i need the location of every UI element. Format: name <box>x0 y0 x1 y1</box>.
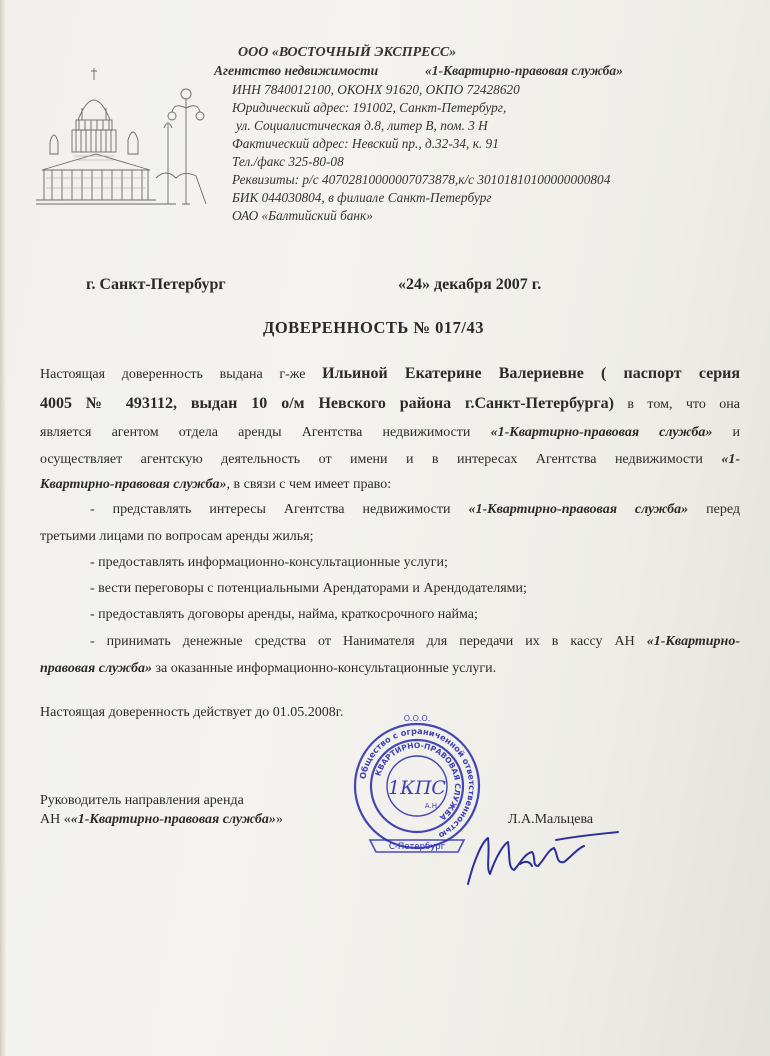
paragraph-line: является агентом отдела аренды Агентства недвижимости «1-Квартирно-правовая служба» и <box>40 425 740 440</box>
list-item: - принимать денежные средства от Нанимателя для передачи их в кассу АН «1-Квартирно- <box>90 634 740 649</box>
letterhead-line-bank-account: Реквизиты: р/с 40702810000007073878,к/с 30101810100000000804 <box>232 172 611 187</box>
letterhead-line-actual-address: Фактический адрес: Невский пр., д.32-34, к. 91 <box>232 136 499 151</box>
paragraph-line: осуществляет агентскую деятельность от имени и в интересах Агентства недвижимости «1- <box>40 452 740 467</box>
signer-role: Руководитель направления аренда <box>40 793 244 808</box>
list-item-continuation: правовая служба» за оказанные информационно-консультационные услуги. <box>40 661 497 676</box>
letterhead-line-inn: ИНН 7840012100, ОКОНХ 91620, ОКПО 72428620 <box>232 82 520 97</box>
letterhead-line-street: ул. Социалистическая д.8, литер В, пом. 3 Н <box>236 118 488 133</box>
list-item: - представлять интересы Агентства недвижимости «1-Квартирно-правовая служба» перед <box>90 502 740 517</box>
svg-text:КВАРТИРНО-ПРАВОВАЯ СЛУЖБА: КВАРТИРНО-ПРАВОВАЯ СЛУЖБА <box>373 740 463 823</box>
svg-text:Общество с ограниченной ответс: Общество с ограниченной ответственностью <box>357 725 478 841</box>
letterhead-line-legal-address: Юридический адрес: 191002, Санкт-Петербург, <box>232 100 507 115</box>
svg-text:О.О.О.: О.О.О. <box>403 714 431 723</box>
handwritten-signature-icon <box>460 820 620 890</box>
document-place: г. Санкт-Петербург <box>86 276 226 293</box>
signer-name: Л.А.Мальцева <box>508 812 594 827</box>
svg-text:С-Петербург: С-Петербург <box>388 842 446 852</box>
document-title: ДОВЕРЕННОСТЬ № 017/43 <box>263 318 484 337</box>
svg-text:1КПС: 1КПС <box>388 777 446 799</box>
letterhead-line-phone: Тел./факс 325-80-08 <box>232 154 344 169</box>
page-edge-shadow <box>0 0 6 1056</box>
list-item: - предоставлять договоры аренды, найма, краткосрочного найма; <box>90 607 478 622</box>
svg-text:А.Н.: А.Н. <box>424 802 440 810</box>
list-item: - предоставлять информационно-консультационные услуги; <box>90 555 448 570</box>
paragraph-line: Квартирно-правовая служба», в связи с чем имеет право: <box>40 477 392 492</box>
company-name: ООО «ВОСТОЧНЫЙ ЭКСПРЕСС» <box>238 45 457 60</box>
validity-statement: Настоящая доверенность действует до 01.05.2008г. <box>40 705 344 720</box>
cathedral-sketch-icon <box>36 58 214 208</box>
letterhead-line-bank: ОАО «Балтийский банк» <box>232 208 373 223</box>
list-item: - вести переговоры с потенциальными Арендаторами и Арендодателями; <box>90 581 527 596</box>
letterhead-line-bik: БИК 044030804, в филиале Санкт-Петербург <box>232 190 492 205</box>
list-item-continuation: третьими лицами по вопросам аренды жилья; <box>40 529 314 544</box>
document-date: «24» декабря 2007 г. <box>398 276 542 293</box>
signer-organization: АН ««1-Квартирно-правовая служба»» <box>40 812 283 827</box>
agency-name: «1-Квартирно-правовая служба» <box>425 63 623 78</box>
agency-label: Агентство недвижимости <box>214 63 379 78</box>
paragraph-line: 4005 № 493112, выдан 10 о/м Невского района г.Санкт-Петербурга) в том, что она <box>40 395 740 412</box>
paragraph-line: Настоящая доверенность выдана г-же Ильиной Екатерине Валериевне ( паспорт серия <box>40 365 740 382</box>
